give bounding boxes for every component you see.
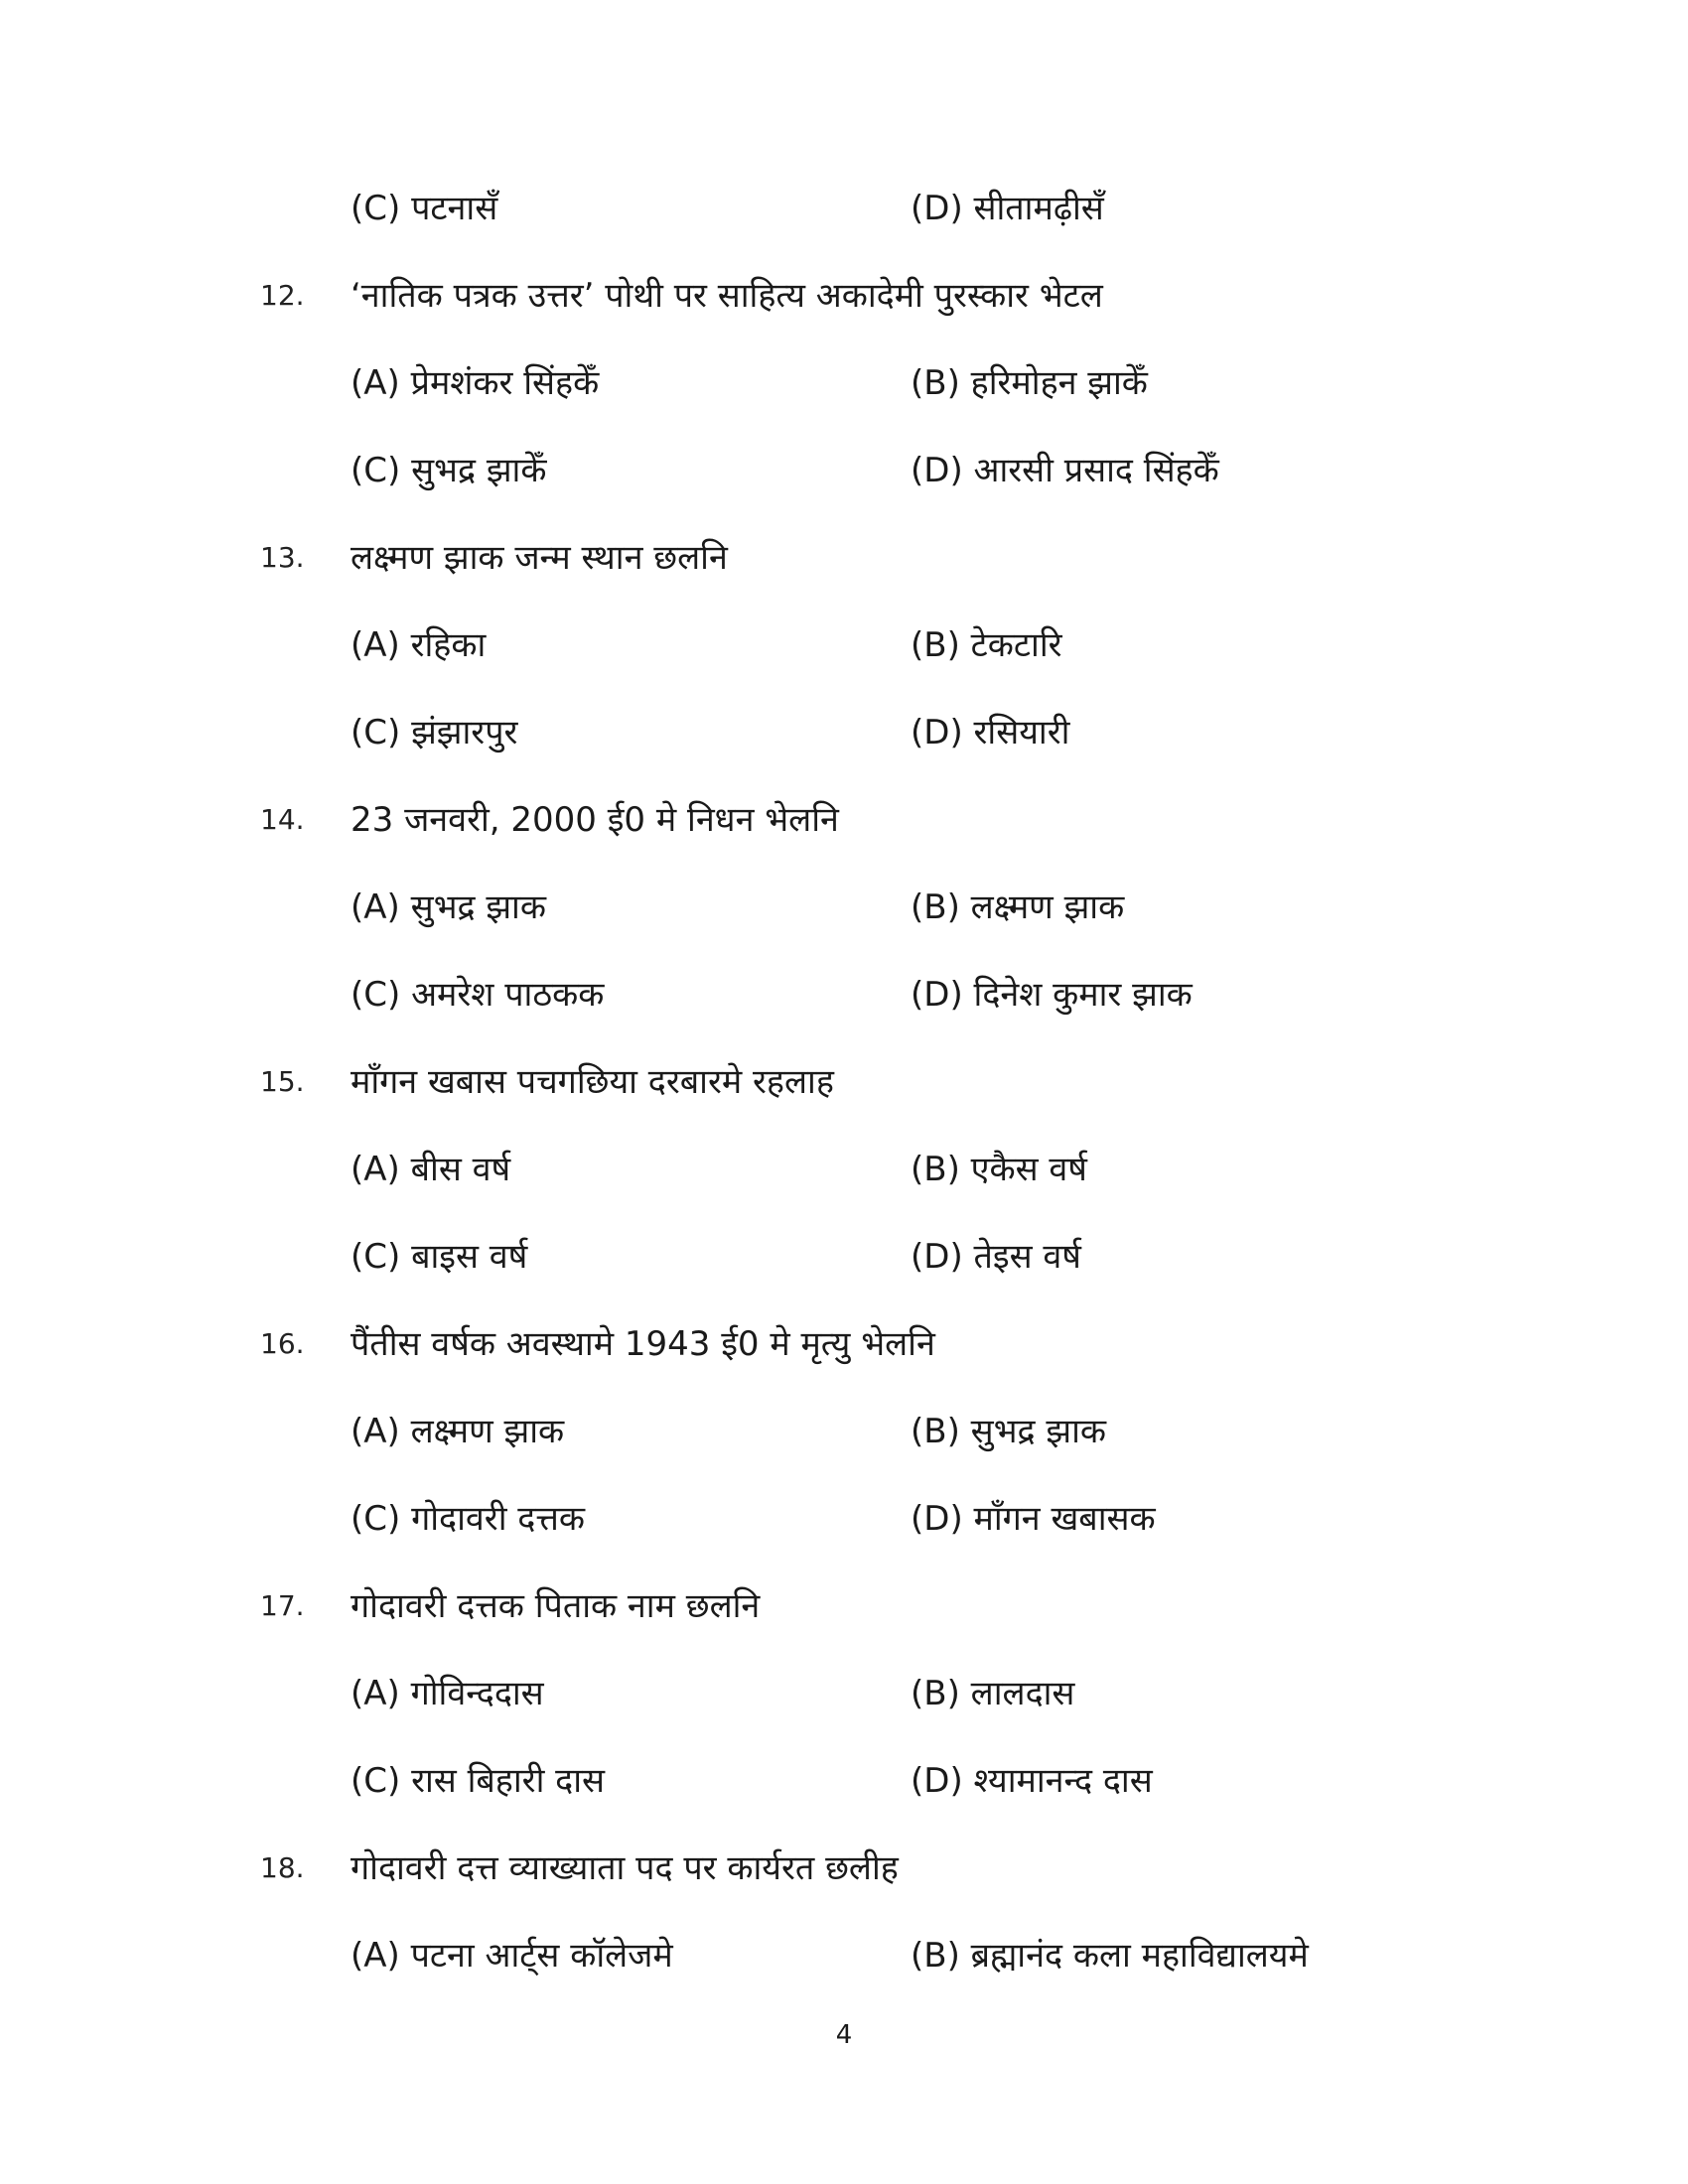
question-12-options-cd [0,441,1688,500]
question-number: 18. [260,1851,305,1884]
question-15-options-ab [0,1140,1688,1199]
option-d: (D) आरसी प्रसाद सिंहकेँ [911,451,1219,490]
question-text: लक्ष्मण झाक जन्म स्थान छलनि [351,538,728,578]
question-16-options-cd [0,1489,1688,1549]
question-18-options-ab [0,1926,1688,1985]
page-number: 4 [835,2020,853,2050]
question-number: 12. [260,279,305,312]
option-b: (B) हरिमोहन झाकेँ [911,363,1148,403]
option-b: (B) एकैस वर्ष [911,1150,1087,1189]
question-14 [0,790,1688,850]
question-14-options-cd [0,965,1688,1024]
question-number: 14. [260,803,305,836]
option-d: (D) सीतामढ़ीसँ [911,189,1104,228]
option-a: (A) रहिका [351,625,487,665]
option-d: (D) दिनेश कुमार झाक [911,975,1193,1015]
question-13 [0,528,1688,588]
option-a: (A) पटना आर्ट्स कॉलेजमे [351,1936,673,1976]
question-17-options-ab [0,1664,1688,1723]
option-a: (A) गोविन्ददास [351,1674,544,1713]
question-15-options-cd [0,1227,1688,1287]
option-b: (B) ब्रह्मानंद कला महाविद्यालयमे [911,1936,1309,1976]
option-a: (A) प्रेमशंकर सिंहकेँ [351,363,600,403]
question-text: गोदावरी दत्तक पिताक नाम छलनि [351,1586,761,1626]
question-number: 17. [260,1589,305,1622]
option-b: (B) टेकटारि [911,625,1062,665]
option-c: (C) बाइस वर्ष [351,1237,528,1277]
option-a: (A) सुभद्र झाक [351,887,546,927]
carryover-options-row [0,179,1688,238]
option-d: (D) माँगन खबासक [911,1499,1156,1539]
option-b: (B) सुभद्र झाक [911,1412,1107,1451]
option-c: (C) अमरेश पाठकक [351,975,605,1015]
question-text: पैंतीस वर्षक अवस्थामे 1943 ई0 मे मृत्यु भेलनि [351,1324,935,1364]
question-13-options-cd [0,703,1688,762]
question-13-options-ab [0,615,1688,675]
question-15 [0,1052,1688,1112]
option-d: (D) रसियारी [911,713,1070,752]
question-text: माँगन खबास पचगछिया दरबारमे रहलाह [351,1062,834,1102]
option-b: (B) लक्ष्मण झाक [911,887,1125,927]
question-16 [0,1314,1688,1374]
question-14-options-ab [0,878,1688,937]
option-c: (C) झंझारपुर [351,713,518,752]
option-c: (C) रास बिहारी दास [351,1761,606,1801]
option-c: (C) पटनासँ [351,189,498,228]
option-c: (C) गोदावरी दत्तक [351,1499,585,1539]
question-12-options-ab [0,353,1688,413]
option-a: (A) लक्ष्मण झाक [351,1412,565,1451]
option-a: (A) बीस वर्ष [351,1150,511,1189]
question-18 [0,1839,1688,1898]
question-text: 23 जनवरी, 2000 ई0 मे निधन भेलनि [351,800,839,840]
question-17 [0,1576,1688,1636]
question-16-options-ab [0,1402,1688,1461]
question-number: 13. [260,541,305,574]
question-text: गोदावरी दत्त व्याख्याता पद पर कार्यरत छलीह [351,1848,899,1888]
question-text: ‘नातिक पत्रक उत्तर’ पोथी पर साहित्य अकादेमी पुरस्कार भेटल [351,276,1103,316]
question-number: 15. [260,1065,305,1098]
option-d: (D) श्यामानन्द दास [911,1761,1153,1801]
option-b: (B) लालदास [911,1674,1075,1713]
option-d: (D) तेइस वर्ष [911,1237,1081,1277]
question-17-options-cd [0,1751,1688,1811]
question-12 [0,266,1688,326]
option-c: (C) सुभद्र झाकेँ [351,451,547,490]
question-number: 16. [260,1327,305,1360]
